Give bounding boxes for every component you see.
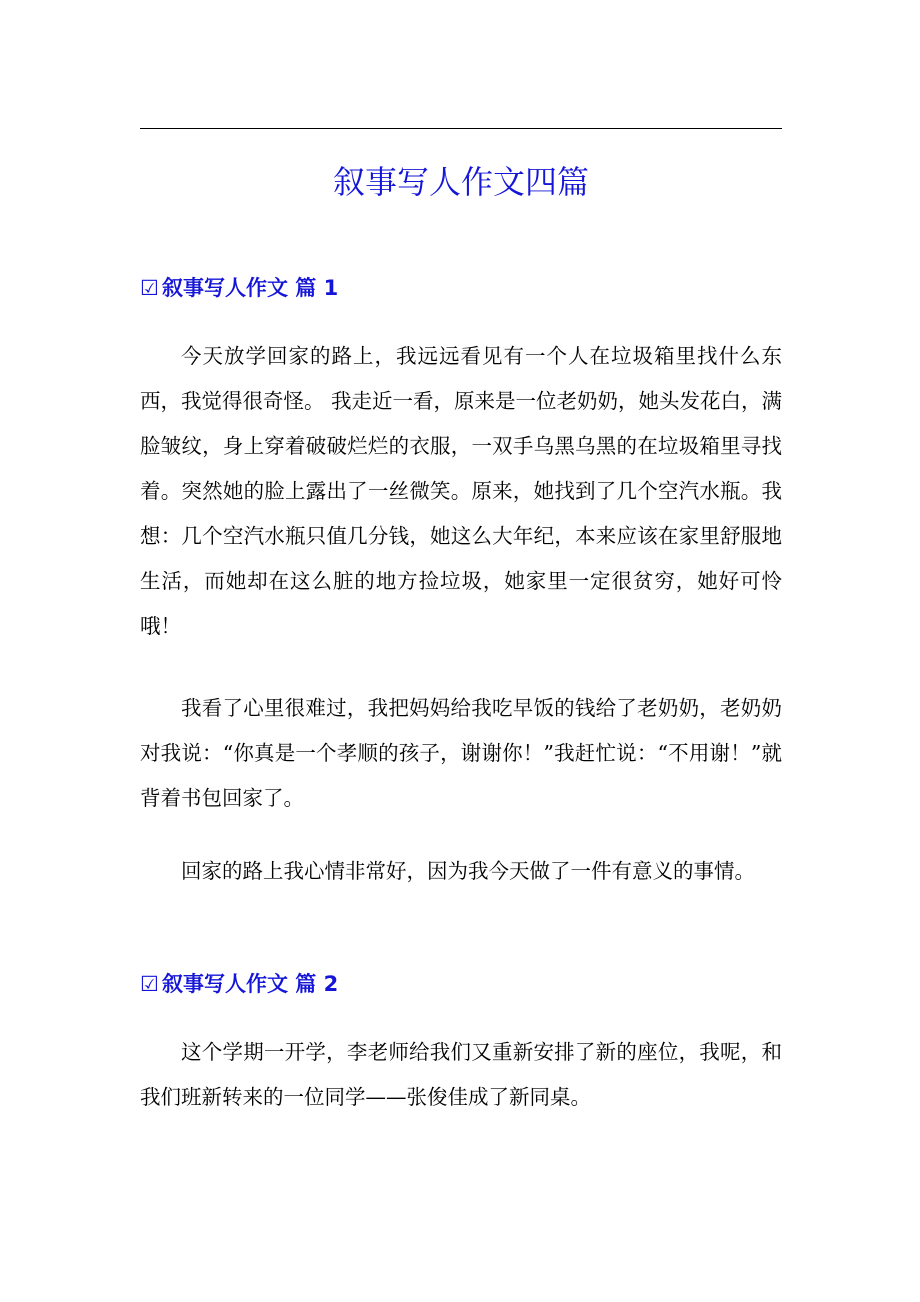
paragraph: 这个学期一开学，李老师给我们又重新安排了新的座位，我呢，和我们班新转来的一位同学——张俊佳成了新同桌。 — [140, 1040, 782, 1109]
paragraph: 我看了心里很难过，我把妈妈给我吃早饭的钱给了老奶奶，老奶奶对我说：“你真是一个孝顺的孩子，谢谢你！”我赶忙说：“不用谢！”就背着书包回家了。 — [140, 696, 782, 810]
section-heading-2 — [140, 970, 782, 998]
top-rule — [140, 128, 782, 129]
paragraph: 回家的路上我心情非常好，因为我今天做了一件有意义的事情。 — [181, 859, 755, 883]
section-heading-1 — [140, 274, 782, 302]
section-heading-text: 叙事写人作文 篇 1 — [162, 276, 339, 300]
document-title: 叙事写人作文四篇 — [332, 163, 589, 201]
checkbox-checked-icon: ☑ — [140, 276, 159, 300]
checkbox-checked-icon: ☑ — [140, 972, 159, 996]
section-heading-text: 叙事写人作文 篇 2 — [162, 972, 339, 996]
paragraph: 今天放学回家的路上，我远远看见有一个人在垃圾箱里找什么东西，我觉得很奇怪。 我走近一看，原来是一位老奶奶，她头发花白，满脸皱纹，身上穿着破破烂烂的衣服，一双手乌黑乌黑的在垃圾箱里寻找着。突然她的脸上露出了一丝微笑。原来，她找到了几个空汽水瓶。我想：几个空汽水瓶只值几分钱，她这么大年纪，本来应该在家里舒服地生活，而她却在这么脏的地方捡垃圾，她家里一定很贫穷，她好可怜哦！ — [140, 344, 783, 638]
